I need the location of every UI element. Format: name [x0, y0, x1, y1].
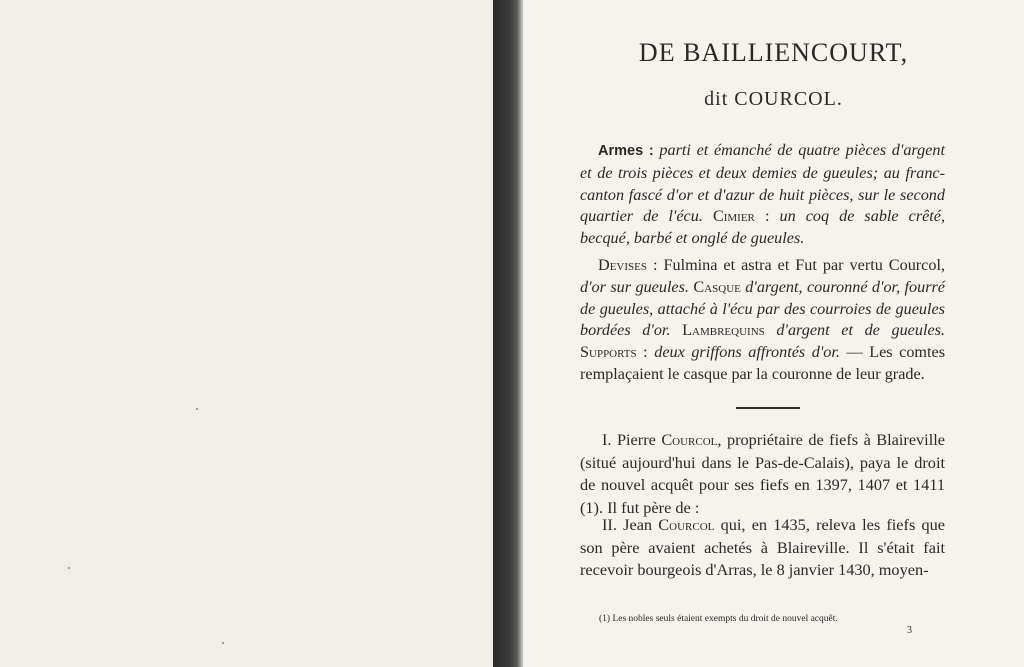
paper-speck	[196, 408, 198, 410]
entry-text: qui, en 1435, releva les fiefs que son père avaient achetés à Blaireville. Il s'était fait recevoir bourgeois d'Arras, le 8 janvier 1430, moyen-	[580, 515, 946, 579]
entry-text: propriétaire de fiefs à Blaireville (situé aujourd'hui dans le Pas-de-Calais), paya le droit de nouvel acquêt pour ses fiefs en 1397, 1407 et 1411 (1). Il fut père de :	[580, 430, 945, 517]
right-page	[523, 0, 1024, 667]
cimier-label: Cimier	[712, 207, 755, 226]
page-title: DE BAILLIENCOURT,	[638, 38, 909, 67]
casque-label: Casque	[693, 277, 741, 296]
section-divider	[736, 407, 800, 409]
devises-label: Devises	[598, 256, 647, 274]
entry-first-name: Jean	[623, 515, 653, 534]
supports-label: Supports	[580, 343, 637, 362]
casque-text: d'argent, couronné d'or, fourré de gueules, attaché à l'écu par des courroies de gueules bordées d'or.	[580, 277, 945, 340]
devises-paragraph: Devises : Fulmina et astra et Fut par vertu Courcol, d'or sur gueules. Casque d'argent, couronné d'or, fourré de gueules, attaché à l'écu par des courroies de gueules bordées d'or. Lambrequins d'argent et de gueules. Supports : deux griffons affrontés d'or. — Les comtes remplaçaient le casque par la couronne de leur grade.	[580, 256, 945, 383]
closing-text: — Les comtes remplaçaient le casque par la couronne de leur grade.	[580, 343, 945, 383]
armes-label: Armes :	[598, 143, 654, 159]
armes-text: parti et émanché de quatre pièces d'argent et de trois pièces et deux demies de gueules; au franc-canton fascé d'or et d'azur de huit pièces, sur le second quartier de l'écu.	[580, 141, 945, 226]
supports-text: deux griffons affrontés d'or.	[654, 343, 840, 362]
lambrequins-label: Lambrequins	[682, 321, 765, 340]
paper-speck	[68, 567, 70, 569]
page-number: 3	[907, 625, 912, 636]
armes-paragraph: Armes : parti et émanché de quatre pièces d'argent et de trois pièces et deux demies de gueules; au franc-canton fascé d'or et d'azur de huit pièces, sur le second quartier de l'écu. Cimier : un coq de sable crêté, becqué, barbé et onglé de gueules.	[580, 141, 946, 248]
book-gutter	[493, 0, 523, 667]
entry-numeral: I.	[602, 430, 612, 449]
left-page	[0, 0, 493, 667]
entry-surname: Courcol	[658, 515, 715, 534]
footnote: (1) Les nobles seuls étaient exempts du droit de nouvel acquêt.	[599, 614, 838, 624]
entry-first-name: Pierre	[616, 430, 656, 449]
cimier-text: un coq de sable crêté, becqué, barbé et onglé de gueules.	[580, 207, 946, 248]
entry-numeral: II.	[602, 515, 617, 534]
page-subtitle: dit COURCOL.	[704, 88, 843, 110]
entry-surname: Courcol,	[661, 430, 722, 449]
genealogy-entry	[580, 514, 945, 582]
paper-speck	[222, 642, 224, 644]
motto-text: Fulmina et astra et Fut par vertu Courcol,	[663, 256, 945, 274]
motto-tincture: d'or sur gueules.	[580, 277, 689, 296]
lambrequins-text: d'argent et de gueules.	[776, 321, 945, 340]
genealogy-entry	[580, 429, 945, 519]
